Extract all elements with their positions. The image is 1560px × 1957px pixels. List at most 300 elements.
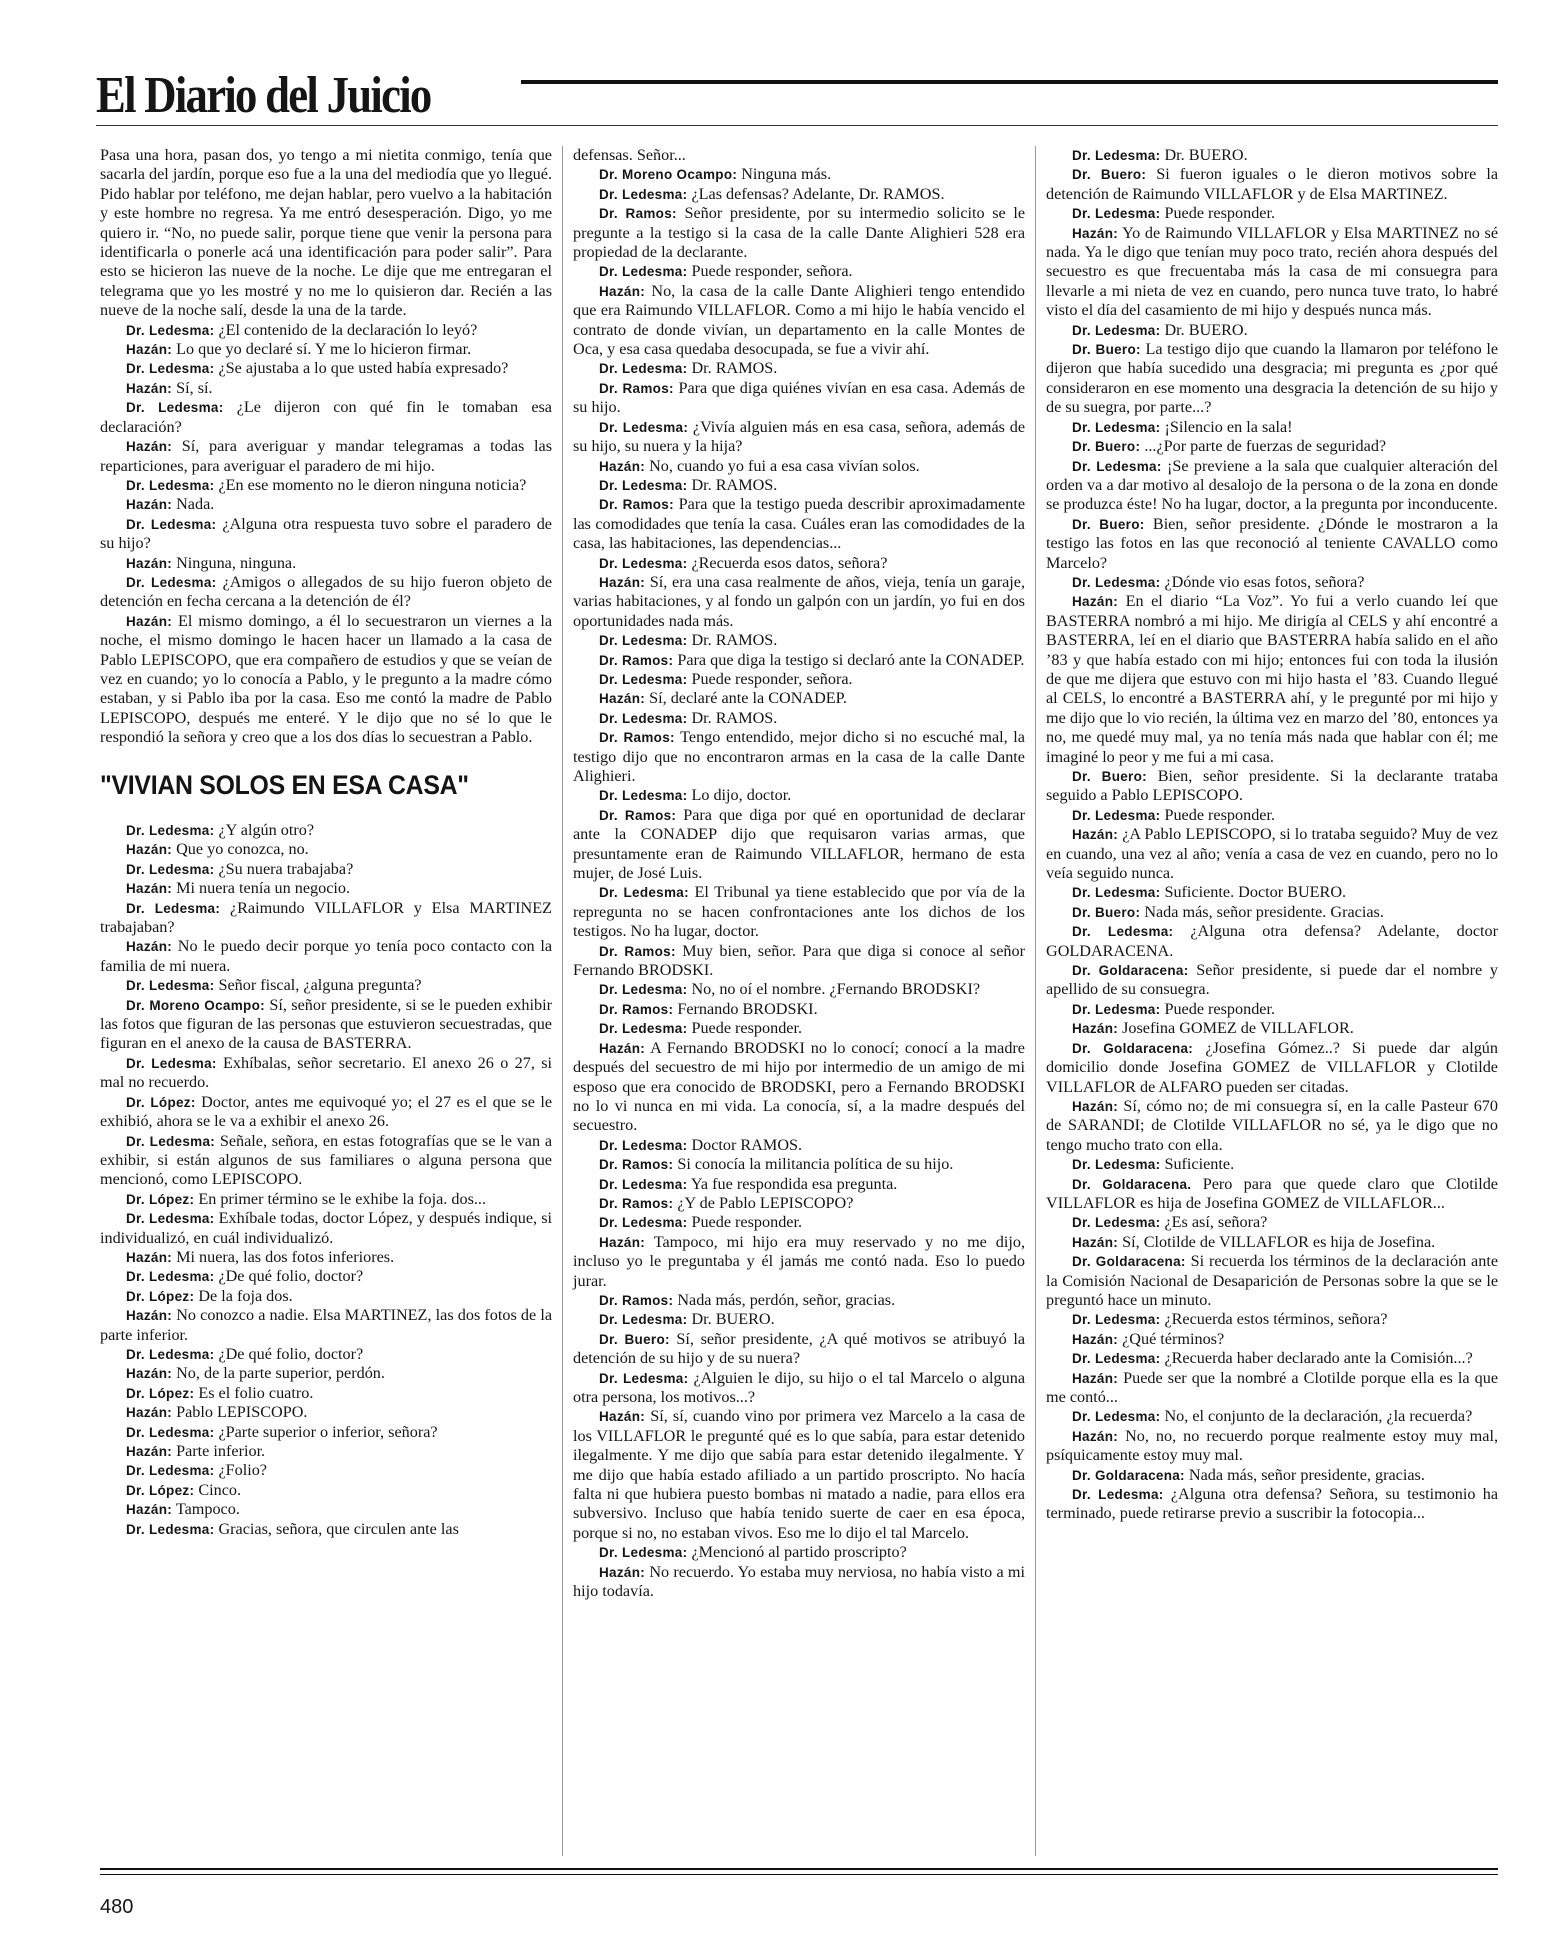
speech-text: ¿Las defensas? Adelante, Dr. RAMOS. xyxy=(691,184,945,203)
speech-text: Dr. RAMOS. xyxy=(691,475,778,494)
transcript-paragraph xyxy=(100,359,552,378)
speaker-name: Dr. Ledesma: xyxy=(1072,574,1161,590)
speaker-name: Hazán: xyxy=(126,342,173,358)
speaker-name: Hazán: xyxy=(126,1405,173,1421)
speaker-name: Dr. Ledesma: xyxy=(599,264,688,280)
transcript-paragraph xyxy=(100,398,552,437)
speech-text: ¿Y de Pablo LEPISCOPO? xyxy=(677,1193,854,1212)
speech-text: ¿Vivía alguien más en esa casa, señora, además de su hijo, su nuera y la hija? xyxy=(573,417,1025,456)
speech-text: Sí, era una casa realmente de años, vieja, tenía un garaje, varias habitaciones, y al fondo un galpón con un jardín, yo fui en dos oportunidades nada más. xyxy=(573,572,1025,630)
speaker-name: Hazán: xyxy=(1072,1234,1119,1250)
transcript-paragraph xyxy=(1046,321,1498,340)
transcript-paragraph xyxy=(100,340,552,359)
speech-text: ¿Parte superior o inferior, señora? xyxy=(218,1422,438,1441)
speech-text: ¡Se previene a la sala que cualquier alteración del orden va a dar motivo al desalojo de la persona o de la zona en donde se produzca éste! No ha lugar, doctor, a la pregunta por inconducente. xyxy=(1046,456,1499,514)
speech-text: En primer término se le exhibe la foja. dos... xyxy=(198,1189,487,1208)
speech-text: No, el conjunto de la declaración, ¿la recuerda? xyxy=(1164,1407,1473,1426)
speaker-name: Hazán: xyxy=(599,283,646,299)
speech-text: ¿Amigos o allegados de su hijo fueron objeto de detención en fecha cercana a la detención de él? xyxy=(100,572,553,611)
transcript-paragraph xyxy=(100,996,552,1054)
transcript-paragraph xyxy=(1046,1039,1498,1097)
transcript-paragraph xyxy=(100,573,552,612)
speaker-name: Dr. Ledesma: xyxy=(599,186,688,202)
speech-text: Nada más, señor presidente, gracias. xyxy=(1188,1465,1425,1484)
transcript-paragraph xyxy=(100,1442,552,1461)
speaker-name: Dr. Ledesma: xyxy=(126,1211,215,1227)
speaker-name: Hazán: xyxy=(1072,225,1119,241)
speech-text: Para que diga la testigo si declaró ante la CONADEP. xyxy=(677,650,1025,669)
speaker-name: Dr. Ledesma: xyxy=(126,900,221,916)
column-1-part-a xyxy=(100,146,552,748)
transcript-paragraph xyxy=(573,728,1025,786)
transcript-paragraph xyxy=(100,821,552,840)
transcript-paragraph xyxy=(100,1054,552,1093)
speaker-name: Dr. Ledesma: xyxy=(599,1137,688,1153)
speech-text: Bien, señor presidente. ¿Dónde le mostraron a la testigo las fotos en las que reconoció al teniente CAVALLO como Marcelo? xyxy=(1046,514,1498,572)
speech-text: ¿Alguna otra defensa? Adelante, doctor GOLDARACENA. xyxy=(1046,922,1498,960)
speech-text: ¿Recuerda estos términos, señora? xyxy=(1164,1310,1388,1329)
speaker-name: Dr. Ledesma: xyxy=(1072,206,1161,222)
speaker-name: Dr. Ledesma: xyxy=(1072,885,1161,901)
speech-text: No le puedo decir porque yo tenía poco contacto con la familia de mi nuera. xyxy=(100,937,553,975)
speaker-name: Dr. Goldaracena: xyxy=(1072,1467,1185,1483)
speaker-name: Dr. Ledesma: xyxy=(126,574,217,590)
masthead-underline xyxy=(96,125,1498,126)
speech-text: Tampoco, mi hijo era muy reservado y no me dijo, incluso yo le preguntaba y él jamás me contó nada. Eso lo puedo jurar. xyxy=(573,1232,1025,1290)
speaker-name: Dr. Goldaracena: xyxy=(1072,1254,1186,1270)
speech-text: Señor presidente, si puede dar el nombre y apellido de su consuegra. xyxy=(1046,961,1499,999)
speaker-name: Dr. Goldaracena: xyxy=(1072,1040,1194,1056)
speech-text: Dr. RAMOS. xyxy=(691,631,778,650)
transcript-paragraph xyxy=(1046,767,1498,806)
speaker-name: Dr. Ledesma: xyxy=(599,710,688,726)
speaker-name: Dr. Ledesma: xyxy=(126,978,215,994)
transcript-paragraph xyxy=(1046,165,1498,204)
transcript-paragraph xyxy=(573,204,1025,262)
speaker-name: Dr. Goldaracena: xyxy=(1072,963,1189,979)
transcript-paragraph xyxy=(573,1019,1025,1038)
speech-text: Exhíbalas, señor secretario. El anexo 26 o 27, si mal no recuerdo. xyxy=(100,1053,553,1092)
transcript-paragraph xyxy=(1046,1175,1498,1214)
speaker-name: Dr. Ledesma: xyxy=(126,477,215,493)
speaker-name: Dr. Ledesma: xyxy=(599,1215,688,1231)
speaker-name: Dr. Ledesma: xyxy=(599,885,689,901)
column-2 xyxy=(573,146,1025,1601)
transcript-paragraph xyxy=(1046,1155,1498,1174)
transcript-paragraph xyxy=(573,262,1025,281)
transcript-paragraph xyxy=(100,379,552,398)
speech-text: Para que diga quiénes vivían en esa casa. Además de su hijo. xyxy=(573,378,1025,417)
speech-text: No, no, no recuerdo porque realmente estoy muy mal, psíquicamente estoy muy mal. xyxy=(1046,1426,1499,1465)
transcript-paragraph xyxy=(1046,1407,1498,1426)
transcript-paragraph xyxy=(100,1248,552,1267)
column-divider xyxy=(1035,146,1036,1856)
speaker-name: Hazán: xyxy=(599,691,646,707)
speech-text: Tampoco. xyxy=(175,1500,240,1519)
speaker-name: Dr. López: xyxy=(126,1385,195,1401)
transcript-paragraph xyxy=(1046,961,1498,1000)
speech-text: Puede responder. xyxy=(691,1019,803,1038)
speech-text: ¿Su nuera trabajaba? xyxy=(218,859,354,878)
speaker-name: Hazán: xyxy=(126,939,173,955)
speech-text: ¿Dónde vio esas fotos, señora? xyxy=(1164,572,1365,591)
speaker-name: Dr. López: xyxy=(126,1288,195,1304)
transcript-paragraph xyxy=(573,786,1025,805)
transcript-paragraph xyxy=(100,1461,552,1480)
speaker-name: Dr. Ledesma: xyxy=(126,400,224,416)
speaker-name: Hazán: xyxy=(126,842,173,858)
speech-text: ¿De qué folio, doctor? xyxy=(218,1267,364,1286)
speaker-name: Dr. Ledesma: xyxy=(126,1269,215,1285)
transcript-paragraph xyxy=(1046,1252,1498,1310)
transcript-paragraph xyxy=(573,418,1025,457)
speech-text: ¿Alguien le dijo, su hijo o el tal Marcelo o alguna otra persona, los motivos...? xyxy=(573,1368,1026,1406)
speech-text: Sí, señor presidente, ¿A qué motivos se atribuyó la detención de su hijo y de su nuera? xyxy=(573,1329,1026,1368)
speaker-name: Dr. Buero: xyxy=(1072,516,1145,532)
speech-text: Mi nuera, las dos fotos inferiores. xyxy=(176,1247,395,1266)
speaker-name: Dr. Buero: xyxy=(1072,439,1141,455)
transcript-paragraph xyxy=(573,631,1025,650)
speech-text: Exhíbale todas, doctor López, y después indique, si individualizó, en cuál individualizó. xyxy=(100,1209,552,1247)
speaker-name: Hazán: xyxy=(126,555,173,571)
speaker-name: Hazán: xyxy=(1072,827,1119,843)
speaker-name: Dr. Ledesma: xyxy=(1072,807,1161,823)
transcript-paragraph xyxy=(1046,1466,1498,1485)
transcript-paragraph xyxy=(100,1287,552,1306)
speaker-name: Dr. Buero: xyxy=(599,1331,670,1347)
speech-text: ¿Recuerda esos datos, señora? xyxy=(691,553,888,572)
speech-text: Pablo LEPISCOPO. xyxy=(176,1403,308,1422)
speaker-name: Hazán: xyxy=(599,458,646,474)
speaker-name: Dr. Ledesma: xyxy=(1072,419,1161,435)
speaker-name: Dr. Ramos: xyxy=(599,1001,674,1017)
transcript-paragraph xyxy=(1046,418,1498,437)
transcript-paragraph xyxy=(573,1194,1025,1213)
speaker-name: Dr. Ramos: xyxy=(599,206,677,222)
column-divider xyxy=(562,146,563,1856)
transcript-paragraph xyxy=(573,146,1025,165)
speaker-name: Dr. Ledesma: xyxy=(1072,148,1161,163)
speaker-name: Dr. Ledesma: xyxy=(1072,322,1161,338)
speaker-name: Dr. Ledesma: xyxy=(599,1176,688,1192)
transcript-paragraph xyxy=(573,980,1025,999)
transcript-paragraph xyxy=(1046,922,1498,961)
speech-text: ¿Raimundo VILLAFLOR y Elsa MARTINEZ trabajaban? xyxy=(100,898,552,937)
speech-text: Ya fue respondida esa pregunta. xyxy=(690,1174,898,1193)
article-columns xyxy=(100,146,1498,1876)
transcript-paragraph xyxy=(573,670,1025,689)
transcript-paragraph xyxy=(1046,204,1498,223)
speaker-name: Dr. Ledesma: xyxy=(599,982,688,998)
footer-rule-thin xyxy=(100,1874,1498,1875)
transcript-paragraph xyxy=(1046,1233,1498,1252)
speech-text: ¿Recuerda haber declarado ante la Comisión...? xyxy=(1164,1349,1473,1368)
speaker-name: Dr. Ledesma: xyxy=(1072,458,1162,474)
transcript-paragraph xyxy=(100,840,552,859)
speech-text: Es el folio cuatro. xyxy=(198,1383,314,1402)
speaker-name: Dr. Ramos: xyxy=(599,652,674,668)
transcript-paragraph xyxy=(1046,592,1498,767)
speech-text: Muy bien, señor. Para que diga si conoce al señor Fernando BRODSKI. xyxy=(573,941,1025,980)
speaker-name: Hazán: xyxy=(1072,594,1119,610)
transcript-paragraph xyxy=(100,1384,552,1403)
speaker-name: Dr. Ledesma: xyxy=(126,1424,215,1440)
subheading: "VIVIAN SOLOS EN ESA CASA" xyxy=(100,769,469,800)
speaker-name: Dr. Ledesma: xyxy=(126,1463,215,1479)
transcript-paragraph xyxy=(1046,437,1498,456)
page-number: 480 xyxy=(100,1896,134,1918)
speaker-name: Dr. Ledesma: xyxy=(1072,1409,1161,1425)
speech-text: Señor fiscal, ¿alguna pregunta? xyxy=(218,976,422,995)
speaker-name: Dr. Buero: xyxy=(1072,167,1147,183)
speaker-name: Dr. Ramos: xyxy=(599,1157,674,1173)
speaker-name: Hazán: xyxy=(126,881,173,897)
speech-text: Que yo conozca, no. xyxy=(176,840,309,859)
speech-text: No conozco a nadie. Elsa MARTINEZ, las dos fotos de la parte inferior. xyxy=(100,1306,553,1344)
speech-text: No, de la parte superior, perdón. xyxy=(176,1364,385,1383)
speaker-name: Dr. Buero: xyxy=(1072,342,1141,358)
speaker-name: Hazán: xyxy=(126,1502,173,1518)
transcript-paragraph xyxy=(100,1093,552,1132)
transcript-paragraph xyxy=(100,1306,552,1345)
transcript-paragraph xyxy=(1046,883,1498,902)
speech-text: En el diario “La Voz”. Yo fui a verlo cuando leí que BASTERRA nombró a mi hijo. Me dirigía al CELS y ahí encontré a BASTERRA, leí en el diario que BASTERRA había salido en el año ’83 y que había estado con mi hijo; entonces fui con toda la ilusión de que me dijera que estuvo con mi hijo hasta el ’83. Cuando llegué al CELS, lo encontré a BASTERRA ahí, y le pregunté por mi hijo y me dijo que lo vio recién, la última vez en marzo del ’80, entonces ya no, me quedé muy mal, ya no tenía más nada que hablar con él; me imaginé lo peor y me fui a mi casa. xyxy=(1046,592,1498,766)
speech-text: Puede ser que la nombré a Clotilde porque ella es la que me contó... xyxy=(1046,1368,1499,1406)
speech-text: Parte inferior. xyxy=(176,1442,266,1460)
speaker-name: Hazán: xyxy=(599,1234,646,1250)
transcript-paragraph xyxy=(573,1136,1025,1155)
transcript-paragraph xyxy=(573,1543,1025,1562)
transcript-paragraph xyxy=(573,573,1025,631)
speaker-name: Hazán: xyxy=(126,1249,173,1265)
transcript-paragraph xyxy=(573,185,1025,204)
speech-text: ¿Alguna otra defensa? Señora, su testimonio ha terminado, puede retirarse previo a suscribir la fotocopia... xyxy=(1046,1485,1499,1523)
transcript-paragraph xyxy=(100,1500,552,1519)
speech-text: Dr. RAMOS. xyxy=(691,359,778,378)
transcript-paragraph xyxy=(573,1233,1025,1291)
speech-text: Sí, Clotilde de VILLAFLOR es hija de Josefina. xyxy=(1122,1232,1436,1251)
speech-text: Dr. BUERO. xyxy=(1164,320,1248,339)
speaker-name: Hazán: xyxy=(599,1040,646,1056)
masthead xyxy=(96,62,1498,132)
transcript-paragraph xyxy=(100,1209,552,1248)
speech-text: Puede responder. xyxy=(1164,999,1276,1018)
speaker-name: Dr. Ledesma: xyxy=(599,419,689,435)
transcript-paragraph xyxy=(573,379,1025,418)
transcript-paragraph xyxy=(573,806,1025,884)
speech-text: No, no oí el nombre. ¿Fernando BRODSKI? xyxy=(691,980,981,999)
speaker-name: Dr. Buero: xyxy=(1072,769,1147,784)
speech-text: Puede responder, señora. xyxy=(691,669,853,688)
speaker-name: Dr. Ramos: xyxy=(599,380,674,396)
transcript-paragraph xyxy=(100,1190,552,1209)
speech-text: No, cuando yo fui a esa casa vivían solos. xyxy=(649,456,920,475)
speaker-name: Hazán: xyxy=(126,1444,173,1459)
transcript-paragraph xyxy=(573,1563,1025,1602)
speaker-name: Dr. Goldaracena. xyxy=(1072,1176,1192,1192)
speaker-name: Hazán: xyxy=(126,613,173,629)
transcript-paragraph xyxy=(1046,1213,1498,1232)
speaker-name: Hazán: xyxy=(126,497,173,513)
transcript-paragraph xyxy=(573,1369,1025,1408)
transcript-paragraph xyxy=(1046,1485,1498,1524)
masthead-rule xyxy=(521,80,1498,84)
speaker-name: Dr. Ledesma: xyxy=(599,1312,688,1328)
speech-text: ¿A Pablo LEPISCOPO, si lo trataba seguido? Muy de vez en cuando, una vez al año; venía a casa de vez en cuando, pero no lo veía seguido nunca. xyxy=(1046,825,1498,883)
speaker-name: Hazán: xyxy=(1072,1021,1119,1037)
speech-text: Pasa una hora, pasan dos, yo tengo a mi nietita conmigo, tenía que sacarla del jardín, porque eso fue a la una del mediodía que yo llegué. Pido hablar por teléfono, me dejan hablar, pero vuelvo a la habitación y este hombre no regresa. Ya me entró desesperación. Digo, yo me quiero ir. “No, no puede salir, porque tiene que venir la persona para identificarla o ponerle acá una identificación para poder salir”. Para esto se hicieron las nueve de la noche. Le dije que me entregaran el telegrama que yo les mostré y no me lo quisieron dar. Recién a las nueve de la noche salí, desde la una de la tarde. xyxy=(100,146,552,320)
speech-text: El mismo domingo, a él lo secuestraron un viernes a la noche, el mismo domingo le hacen hacer un llamado a la casa de Pablo LEPISCOPO, que era compañero de estudios y que se veían de vez en cuando; yo lo conocía a Pablo, y le pregunto a la madre cómo estaban, y si Pablo iba por la casa. Eso me contó la madre de Pablo LEPISCOPO, después me enteré. Y le dijo que no sé lo que le respondió la señora y creo que a los dos días lo secuestran a Pablo. xyxy=(100,611,553,747)
transcript-paragraph xyxy=(100,1345,552,1364)
transcript-paragraph xyxy=(100,1423,552,1442)
transcript-paragraph xyxy=(1046,1000,1498,1019)
transcript-paragraph xyxy=(573,1000,1025,1019)
speech-text: ¿Le dijeron con qué fin le tomaban esa declaración? xyxy=(100,398,552,436)
speech-text: ¿Es así, señora? xyxy=(1164,1213,1268,1232)
speaker-name: Dr. Ramos: xyxy=(599,807,677,823)
transcript-paragraph xyxy=(573,165,1025,184)
speaker-name: Dr. Ledesma: xyxy=(126,516,217,532)
speech-text: Puede responder. xyxy=(691,1213,803,1232)
speech-text: ¿De qué folio, doctor? xyxy=(218,1344,364,1363)
speaker-name: Dr. Ledesma: xyxy=(599,633,688,649)
speaker-name: Dr. Ledesma: xyxy=(599,477,688,493)
transcript-paragraph xyxy=(100,437,552,476)
speaker-name: Hazán: xyxy=(1072,1428,1119,1444)
speaker-name: Dr. López: xyxy=(126,1482,195,1498)
speech-text: ¿Se ajustaba a lo que usted había expresado? xyxy=(218,359,509,378)
transcript-paragraph xyxy=(573,554,1025,573)
transcript-paragraph xyxy=(1046,825,1498,883)
transcript-paragraph xyxy=(100,476,552,495)
transcript-paragraph xyxy=(100,612,552,748)
speech-text: Suficiente. xyxy=(1164,1155,1235,1174)
speech-text: ¿Qué términos? xyxy=(1122,1329,1225,1348)
speech-text: Sí, cómo no; de mi consuegra sí, en la calle Pasteur 670 de SARANDI; de Clotilde VILLAFLOR no sé, ya le digo que no tengo mucho trato con ella. xyxy=(1046,1096,1498,1154)
speaker-name: Hazán: xyxy=(1072,1098,1119,1114)
speech-text: Nada. xyxy=(176,495,215,514)
transcript-paragraph xyxy=(1046,1330,1498,1349)
speech-text: Dr. BUERO. xyxy=(1164,146,1248,164)
transcript-paragraph xyxy=(573,651,1025,670)
speaker-name: Dr. Ledesma: xyxy=(1072,1351,1161,1367)
speech-text: Si fueron iguales o le dieron motivos sobre la detención de Raimundo VILLAFLOR y de Elsa MARTINEZ. xyxy=(1046,165,1499,203)
transcript-paragraph xyxy=(100,899,552,938)
transcript-paragraph xyxy=(573,457,1025,476)
speech-text: A Fernando BRODSKI no lo conocí; conocí a la madre después del secuestro de mi hijo por intermedio de un amigo de mi esposo que era conocido de BRODSKI, pero a Fernando BRODSKI no lo vi nunca en mi vida. La conocía, sí, a la madre después del secuestro. xyxy=(573,1038,1025,1135)
speaker-name: Dr. Ledesma: xyxy=(599,555,688,571)
transcript-paragraph xyxy=(573,1330,1025,1369)
transcript-paragraph xyxy=(1046,573,1498,592)
speaker-name: Hazán: xyxy=(599,1564,646,1580)
speaker-name: Dr. Ledesma: xyxy=(599,1370,689,1386)
speaker-name: Dr. Ramos: xyxy=(599,1292,674,1308)
transcript-paragraph xyxy=(100,554,552,573)
speech-text: Nada más, señor presidente. Gracias. xyxy=(1144,902,1384,921)
transcript-paragraph xyxy=(100,879,552,898)
speaker-name: Dr. Ramos: xyxy=(599,730,675,746)
speech-text: Nada más, perdón, señor, gracias. xyxy=(677,1290,896,1309)
speech-text: Sí, señor presidente, si se le pueden exhibir las fotos que figuran de las personas que estuvieron secuestradas, que figuran en el anexo de la causa de BASTERRA. xyxy=(100,995,552,1053)
transcript-paragraph xyxy=(1046,1019,1498,1038)
transcript-paragraph xyxy=(573,1291,1025,1310)
speech-text: Puede responder. xyxy=(1164,204,1276,223)
speech-text: Doctor RAMOS. xyxy=(691,1135,803,1154)
column-1 xyxy=(100,146,552,1539)
speaker-name: Dr. Ledesma: xyxy=(1072,1001,1161,1017)
speaker-name: Dr. López: xyxy=(126,1094,196,1110)
transcript-paragraph xyxy=(573,359,1025,378)
speaker-name: Dr. Ramos: xyxy=(599,943,676,959)
transcript-paragraph xyxy=(1046,515,1498,573)
speech-text: Dr. RAMOS. xyxy=(691,708,778,727)
speaker-name: Hazán: xyxy=(126,1308,173,1324)
speaker-name: Dr. Ledesma: xyxy=(126,322,215,338)
speaker-name: Dr. Ledesma: xyxy=(1072,1215,1161,1231)
footer-rule xyxy=(100,1868,1498,1870)
speaker-name: Dr. Ledesma: xyxy=(126,823,215,838)
transcript-paragraph xyxy=(100,937,552,976)
speaker-name: Dr. Ledesma: xyxy=(1072,1312,1161,1328)
transcript-paragraph xyxy=(573,1310,1025,1329)
newspaper-title: El Diario del Juicio xyxy=(96,67,431,124)
speech-text: Puede responder. xyxy=(1164,805,1276,824)
transcript-paragraph xyxy=(1046,903,1498,922)
transcript-paragraph xyxy=(1046,1349,1498,1368)
speaker-name: Dr. Ledesma: xyxy=(126,861,215,877)
speech-text: ¿Folio? xyxy=(218,1461,267,1480)
speaker-name: Dr. Ramos: xyxy=(599,497,674,513)
speech-text: La testigo dijo que cuando la llamaron por teléfono le dijeron que había sucedido una desgracia; mi pregunta es ¿por qué consideraron en ese momento una desgracia la detención de su hijo y de su suegra, por parte...? xyxy=(1046,340,1498,417)
transcript-paragraph xyxy=(1046,224,1498,321)
speech-text: Pero para que quede claro que Clotilde VILLAFLOR es hija de Josefina GOMEZ de VILLAFLOR... xyxy=(1046,1174,1498,1212)
speech-text: Lo dijo, doctor. xyxy=(691,786,792,805)
speaker-name: Dr. Ledesma: xyxy=(599,671,688,687)
speech-text: ¿Alguna otra respuesta tuvo sobre el paradero de su hijo? xyxy=(100,514,552,553)
speaker-name: Hazán: xyxy=(126,380,173,396)
speech-text: Si recuerda los términos de la declaración ante la Comisión Nacional de Desaparición de Personas sobre la que se le preguntó hace un minuto. xyxy=(1046,1252,1499,1309)
speaker-name: Dr. Ledesma: xyxy=(126,1055,217,1071)
speaker-name: Hazán: xyxy=(1072,1370,1119,1386)
speaker-name: Hazán: xyxy=(126,439,173,455)
transcript-paragraph xyxy=(100,1364,552,1383)
speaker-name: Hazán: xyxy=(599,1409,646,1425)
speaker-name: Dr. Ramos: xyxy=(599,1195,674,1211)
transcript-paragraph xyxy=(573,1175,1025,1194)
transcript-paragraph xyxy=(100,976,552,995)
speech-text: Si conocía la militancia política de su hijo. xyxy=(677,1155,954,1174)
speech-text: ¿Y algún otro? xyxy=(218,821,315,839)
transcript-paragraph xyxy=(573,476,1025,495)
speech-text: Dr. BUERO. xyxy=(691,1310,775,1329)
speech-text: Doctor, antes me equivoqué yo; el 27 es el que se le exhibió, ahora se le va a exhibir el anexo 26. xyxy=(100,1092,553,1131)
speaker-name: Dr. Ledesma: xyxy=(1072,924,1174,940)
speech-text: defensas. Señor... xyxy=(573,146,686,164)
transcript-paragraph xyxy=(573,942,1025,981)
speech-text: Sí, sí, cuando vino por primera vez Marcelo a la casa de los VILLAFLOR le pregunté qué es lo que sabía, para estar detenido ilegalmente. Y me dijo que sabía para estar detenido ilegalmente. Y me dijo que había estado afiliado a un partido proscripto. No hacía falta ni que hubiera puesto bombas ni matado a nadie, para ellos era subversivo. Incluso que había tenido suerte de caer en esa época, porque si no, no estaban vivos. Eso me lo dijo el tal Marcelo. xyxy=(573,1407,1026,1542)
transcript-paragraph xyxy=(100,860,552,879)
speech-text: Para que diga por qué en oportunidad de declarar ante la CONADEP dijo que requisaron varias armas, que presuntamente eran de Raimundo VILLAFLOR, hermano de esta mujer, de José Luis. xyxy=(573,805,1025,883)
speech-text: De la foja dos. xyxy=(198,1286,293,1305)
transcript-paragraph xyxy=(1046,806,1498,825)
transcript-paragraph xyxy=(100,495,552,514)
speaker-name: Dr. Ledesma: xyxy=(126,1521,215,1537)
transcript-paragraph xyxy=(1046,1310,1498,1329)
speaker-name: Dr. Ledesma: xyxy=(126,1133,216,1149)
speaker-name: Dr. Moreno Ocampo: xyxy=(126,997,265,1013)
speech-text: ...¿Por parte de fuerzas de seguridad? xyxy=(1144,437,1387,456)
speaker-name: Hazán: xyxy=(126,1366,173,1382)
